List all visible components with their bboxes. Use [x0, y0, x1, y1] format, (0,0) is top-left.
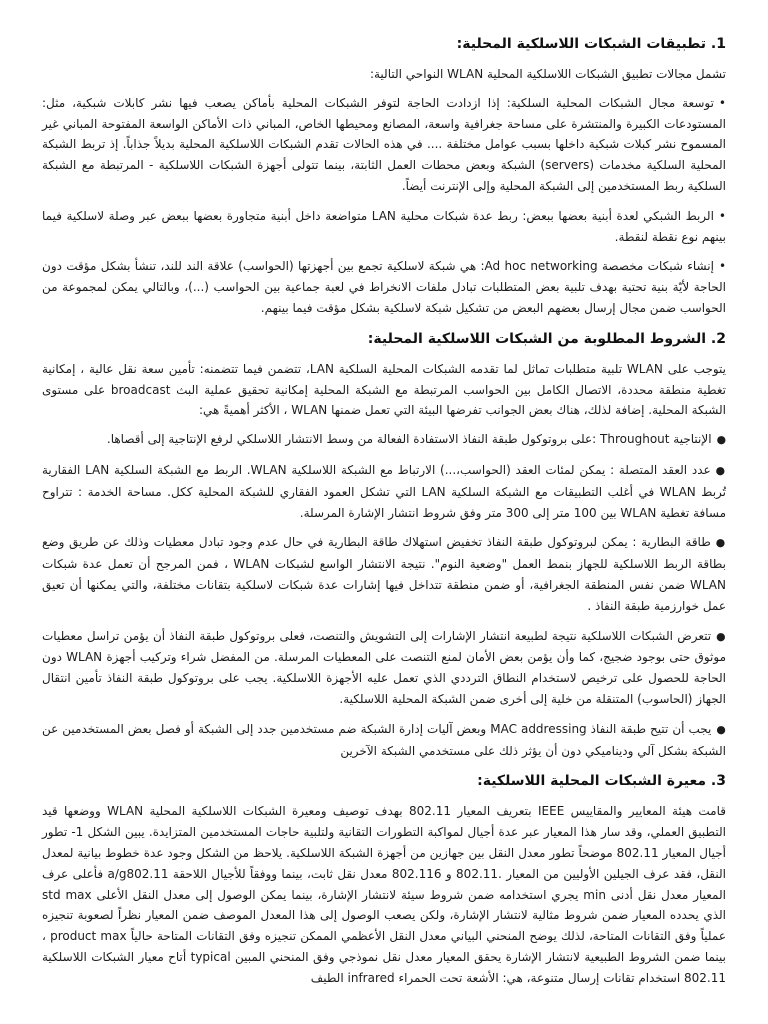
section-requirements: [42, 328, 726, 762]
bullet-icon: ●: [716, 722, 726, 736]
section-intro: تشمل مجالات تطبيق الشبكات اللاسلكية المحلية WLAN النواحي التالية:: [369, 67, 726, 81]
list-item: [42, 429, 726, 451]
bullet-icon: ●: [715, 536, 727, 550]
section-intro: يتوجب على WLAN تلبية متطلبات تماثل لما تقدمه الشبكات المحلية السلكية LAN، تتضمن فيما تتضمنه: تأمين سعة نقل عالية ، إمكانية تغطية منطقة محددة، الاتصال الكامل بين الحواسب المرتبطة مع الشبكة المحلية إمكانية تحقيق عملية البث broadcast على مستوى الشبكة المحلية. إضافة لذلك، هناك بعض الجوانب تفرضها البيئة التي تعمل ضمنها WLAN ، الأكثر أهميةً هي:: [42, 361, 727, 418]
list-item: [42, 626, 726, 710]
list-item-text: توسعة مجال الشبكات المحلية السلكية: إذا ازدادت الحاجة لتوفر الشبكات المحلية بأماكن يصعب فيها نشر كابلات شبكية، مثل: المستودعات الكبيرة والمنتشرة على مساحة جغرافية واسعة، المصانع ومحيطها الخاص، المباني ذات الأماكن الواسعة المفتوحة المباني غير المسموح نشر كبلات شبكية داخلها بسبب عوامل مختلفة .... في هذه الحالات تقدم الشبكات اللاسلكية المحلية بديلاً جذاباً. إذ تربط الشبكة المحلية السلكية مخدمات (servers) الشبكة وبعض محطات العمل الثابتة، بينما تتولى أجهزة الشبكات اللاسلكية - المرتبطة مع الشبكة السلكية ربط المستخدمين إلى الشبكة المحلية وإلى الإنترنت أيضاً.: [42, 95, 727, 193]
list-item-text: عدد العقد المتصلة : يمكن لمئات العقد (الحواسب،...) الارتباط مع الشبكة اللاسلكية WLAN. الربط مع الشبكة السلكية LAN الفقارية تُربط WLAN في أغلب التطبيقات مع الشبكة السلكية LAN التي تشكل العمود الفقاري للشبكة المحلية ككل. مساحة الخدمة : تتراوح مسافة تغطية WLAN بين 100 متر إلى 300 متر وفق شروط انتشار الإشارة المرسلة.: [42, 462, 726, 520]
list-item-text: تتعرض الشبكات اللاسلكية نتيجة لطبيعة انتشار الإشارات إلى التشويش والتنصت، فعلى بروتوكول طبقة النفاذ أن يؤمن تراسل معطيات موثوق حتى بوجود ضجيج، كما وأن يؤمن بعض الأمان لمنع التنصت على المعطيات المرسلة. من المفضل شراء وتركيب أجهزة WLAN دون الحاجة للحصول على ترخيص لاستخدام النطاق الترددي الذي تعمل عليه الأجهزة اللاسلكية. يجب على بروتوكول طبقة النفاذ تأمين انتقال الجهاز (الحاسوب) المتنقلة من خلية إلى أخرى ضمن الشبكة المحلية اللاسلكية.: [42, 628, 727, 706]
section-standardization: [42, 770, 726, 988]
section-applications: [42, 33, 726, 319]
list-item-text: إنشاء شبكات مخصصة Ad hoc networking: هي شبكة لاسلكية تجمع بين أجهزتها (الحواسب) علاقة الند للند، تنشأ بشكل مؤقت دون الحاجة لأيّة بنية تحتية بهدف تلبية بعض المتطلبات تبادل ملفات الانخراط في لعبة جماعية بين الحواسب (...)، وبالتالي يمكن لمجموعة من الحواسب ضمن مجال إرسال بعضهم البعض من تشكيل شبكة لاسلكية بشكل مؤقت فيما بينهم.: [42, 259, 726, 315]
list-item: [42, 206, 726, 248]
bullet-icon: •: [718, 208, 726, 223]
section-heading: 1. تطبيقات الشبكات اللاسلكية المحلية:: [456, 36, 726, 52]
list-item: [42, 460, 726, 523]
bullet-icon: ●: [716, 433, 726, 447]
list-item: [42, 93, 726, 197]
bullet-icon: ●: [716, 629, 727, 643]
bullet-icon: •: [718, 259, 727, 274]
list-item: [42, 532, 726, 616]
list-item: [42, 256, 726, 318]
list-item-text: يجب أن تتيح طبقة النفاذ MAC addressing وبعض آليات إدارة الشبكة ضم مستخدمين جدد إلى الشبكة أو فصل بعض المستخدمين عن الشبكة بشكل آلي وديناميكي دون أن يؤثر ذلك على مستخدمي الشبكة الآخرين: [42, 721, 726, 758]
list-item-text: الإنتاجية Throughout :على بروتوكول طبقة النفاذ الاستفادة الفعالة من وسط الانتشار اللاسلكي لرفع الإنتاجية إلى أقصاها.: [106, 432, 712, 447]
section-body: قامت هيئة المعايير والمقاييس IEEE بتعريف المعيار 802.11 بهدف توصيف ومعيرة الشبكات اللاسلكية المحلية WLAN ووضعها قيد التطبيق العملي، وقد سار هذا المعيار عبر عدة أجيال لمواكبة التطورات التقانية ولتلبية حاجات المستخدمين المتزايدة. يبين الشكل 1- تطور أجيال المعيار 802.11 موضحاً تطور معدل النقل بين جهازين من أجهزة الشبكة اللاسلكية. يلاحظ من الشكل وجود عدة خطوط بيانية لمعدل النقل، فقد عرف الجيلين الأوليين من المعيار .802.11 و 802.116 معدل نقل ثابت، بينما ووفقاً للأجيال اللاحقة a/g802.11 فأعلى عرف المعيار معدل نقل أدنى min يجري استخدامه ضمن شروط سيئة لانتشار الإشارة، بينما يمكن الوصول إلى معدل النقل الأعلى std max الذي يحدده المعيار ضمن شروط مثالية لانتشار الإشارة، ولكن يصعب الوصول إلى هذا المعدل الموصف ضمن المعيار نظراً لصعوبة تنجيزه عملياً وفق التقانات المتاحة، لذلك يوضح المنحني البياني معدل النقل الأعظمي الممكن تنجيزه وفق التقانات المتاحة حالياً product max ، بينما ضمن الشروط الطبيعية لانتشار الإشارة يحقق المعيار معدل نقل نموذجي وفق المنحني المبين typical أتاح معيار الشبكات اللاسلكية 802.11 استخدام تقانات إرسال متنوعة، هي: الأشعة تحت الحمراء infrared الطيف: [42, 804, 727, 985]
section-heading: 3. معيرة الشبكات المحلية اللاسلكية:: [477, 773, 726, 790]
bullet-icon: •: [718, 95, 726, 110]
section-heading: 2. الشروط المطلوبة من الشبكات اللاسلكية المحلية:: [367, 330, 726, 347]
list-item-text: الربط الشبكي لعدة أبنية بعضها ببعض: ربط عدة شبكات محلية LAN متواضعة داخل أبنية متجاورة بعضها ببعض عبر وصلة لاسلكية فيما بينهم نوع نقطة لنقطة.: [42, 208, 726, 244]
bullet-icon: ●: [715, 463, 726, 477]
list-item: [42, 719, 726, 762]
list-item-text: طاقة البطارية : يمكن لبروتوكول طبقة النفاذ تخفيض استهلاك طاقة البطارية في حال عدم وجود تبادل معطيات وذلك عن طريق وضع بطاقة الربط اللاسلكية للجهاز بنمط العمل "وضعية النوم". نتيجة الانتشار الواسع لشبكات WLAN ، فمن المرجح أن تعمل عدة شبكات WLAN ضمن نفس المنطقة الجغرافية، أو ضمن منطقة تتداخل فيها إشارات عدة شبكات لاسلكية بتقانات مختلفة، والتي يمكنها أن تعيق عمل خوارزمية طبقة النفاذ .: [42, 535, 726, 613]
